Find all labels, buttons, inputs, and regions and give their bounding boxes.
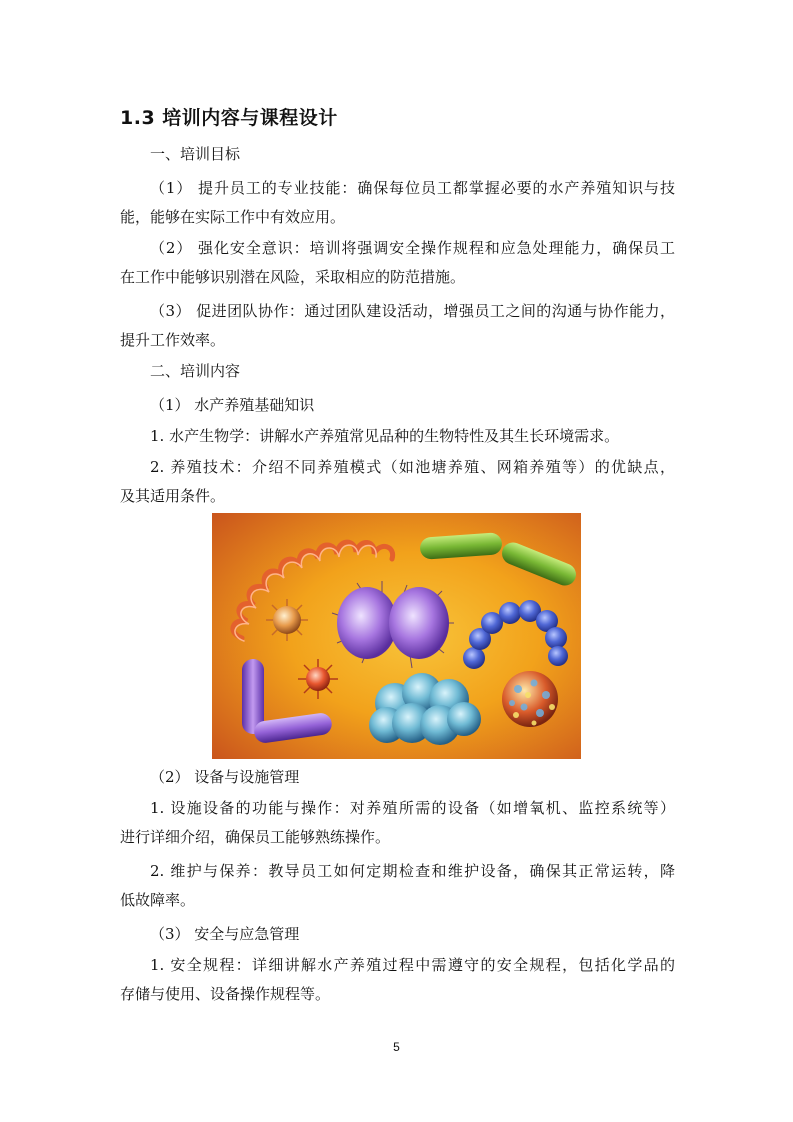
content-sub2-p1-line-2: 进行详细介绍，确保员工能够熟练操作。 [120, 828, 391, 846]
content-sub3-title: （3） 安全与应急管理 [150, 925, 300, 943]
small-virus-orange [266, 599, 308, 641]
goal-2-line-1: （2） 强化安全意识：培训将强调安全操作规程和应急处理能力，确保员工 [150, 239, 675, 257]
microorganisms-illustration [212, 513, 581, 759]
content-sub2-p2-line-1: 2. 维护与保养：教导员工如何定期检查和维护设备，确保其正常运转，降 [150, 862, 675, 880]
goal-2-line-2: 在工作中能够识别潜在风险，采取相应的防范措施。 [120, 268, 466, 286]
goal-1-line-2: 能，能够在实际工作中有效应用。 [120, 208, 346, 226]
section-heading: 1.3 培训内容与课程设计 [120, 107, 338, 129]
goal-3-line-1: （3） 促进团队协作：通过团队建设活动，增强员工之间的沟通与协作能力， [150, 302, 675, 320]
goal-3-line-2: 提升工作效率。 [120, 331, 226, 349]
content-sub1-p1: 1. 水产生物学：讲解水产养殖常见品种的生物特性及其生长环境需求。 [150, 427, 620, 445]
goal-1-line-1: （1） 提升员工的专业技能：确保每位员工都掌握必要的水产养殖知识与技 [150, 179, 675, 197]
content-sub3-p1-line-1: 1. 安全规程：详细讲解水产养殖过程中需遵守的安全规程，包括化学品的 [150, 956, 675, 974]
content-sub2-p2-line-2: 低故障率。 [120, 891, 196, 909]
content-sub1-title: （1） 水产养殖基础知识 [150, 396, 315, 414]
goals-title: 一、培训目标 [150, 145, 241, 163]
content-sub1-p2-line-1: 2. 养殖技术：介绍不同养殖模式（如池塘养殖、网箱养殖等）的优缺点， [150, 458, 675, 476]
small-virus-red [298, 659, 338, 699]
page-number: 5 [393, 1040, 400, 1054]
content-sub3-p1-line-2: 存储与使用、设备操作规程等。 [120, 985, 331, 1003]
content-sub2-title: （2） 设备与设施管理 [150, 768, 300, 786]
multicolor-virus [502, 671, 558, 727]
content-sub2-p1-line-1: 1. 设施设备的功能与操作：对养殖所需的设备（如增氧机、监控系统等） [150, 799, 675, 817]
content-sub1-p2-line-2: 及其适用条件。 [120, 487, 226, 505]
content-title: 二、培训内容 [150, 362, 241, 380]
